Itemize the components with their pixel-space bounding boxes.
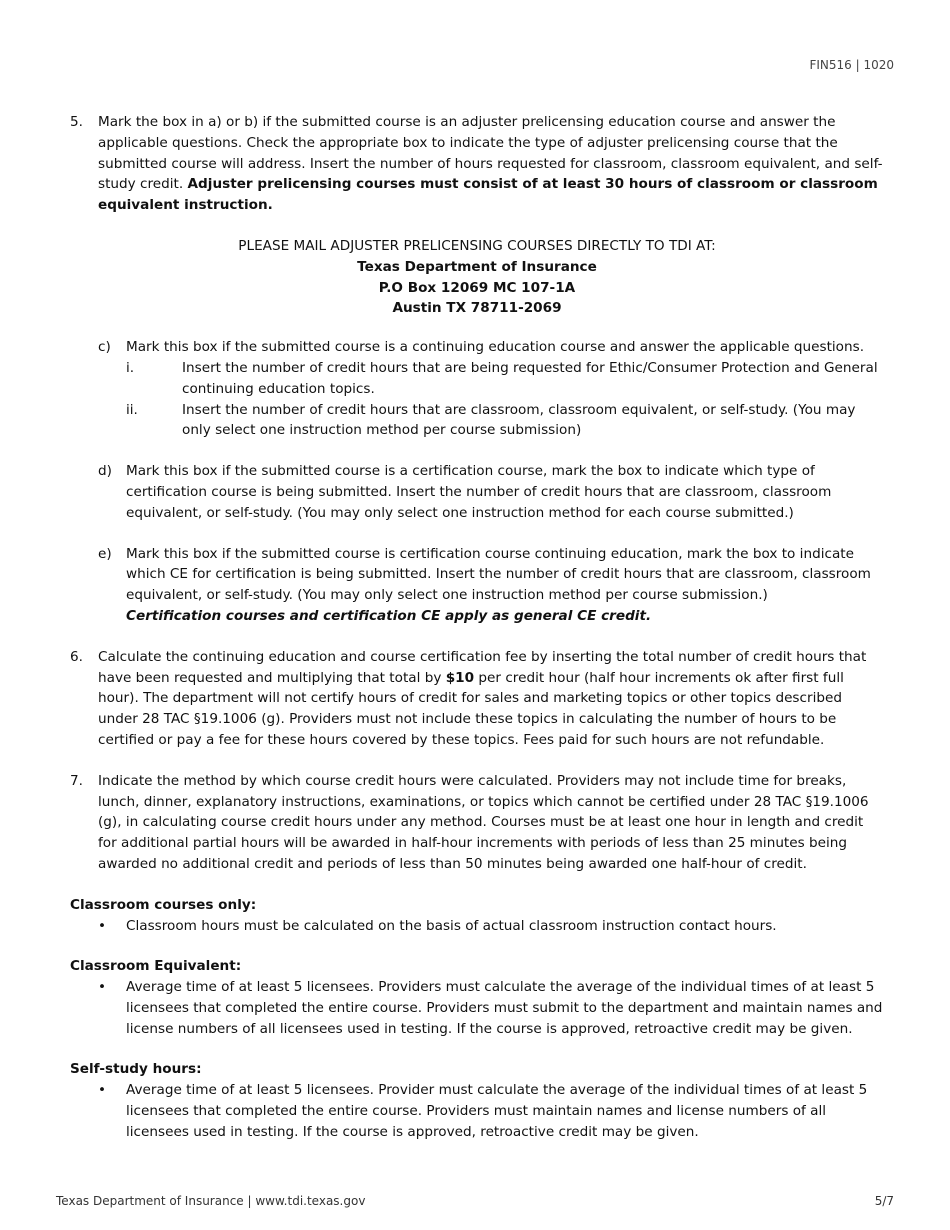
bullet-item — [98, 1080, 884, 1142]
roman-text: Insert the number of credit hours that are classroom, classroom equivalent, or self-study. (You may only select one instruction method per course submission) — [182, 401, 856, 439]
item-bold-italic-note: Certification courses and certification CE apply as general CE credit. — [126, 607, 652, 624]
roman-label: ii. — [126, 401, 138, 418]
section-heading-classroom-equivalent: Classroom Equivalent: — [70, 958, 242, 975]
roman-text: Insert the number of credit hours that are being requested for Ethic/Consumer Protection and General continuing education topics. — [182, 359, 878, 397]
item-body — [98, 112, 884, 216]
item-text-after: per credit hour (half hour increments ok after first full hour). The department will not certify hours of credit for sales and marketing topics or other topics described under 28 TAC §19.1006 (g). Providers must not include these topics in calculating the number of hours to be certified or pay a fee for these hours covered by these topics. Fees paid for such hours are not refundable. — [98, 669, 844, 748]
section-heading-self-study: Self-study hours: — [70, 1061, 202, 1078]
instruction-item-6 — [70, 647, 884, 751]
instruction-item-d — [98, 461, 884, 523]
item-text-before: Calculate the continuing education and course certification fee by inserting the total number of credit hours that have been requested and multiplying that total by — [98, 648, 867, 686]
item-body — [98, 647, 884, 751]
address-intro: PLEASE MAIL ADJUSTER PRELICENSING COURSES DIRECTLY TO TDI AT: — [238, 237, 716, 254]
item-number: 7. — [70, 772, 83, 789]
address-city: Austin TX 78711-2069 — [392, 300, 562, 317]
page-number: 5/7 — [874, 1194, 894, 1208]
bullet-text: Classroom hours must be calculated on the basis of actual classroom instruction contact hours. — [126, 917, 777, 934]
item-label: c) — [98, 339, 111, 356]
item-body — [126, 544, 884, 627]
bullet-text: Average time of at least 5 licensees. Provider must calculate the average of the individual times of at least 5 licensees that completed the entire course. Providers must maintain names and license numbers of all licensees used in testing. If the course is approved, retroactive credit may be given. — [126, 1082, 868, 1140]
bullet-icon: • — [98, 917, 107, 934]
bullet-item — [98, 977, 884, 1039]
mailing-address — [70, 236, 884, 319]
item-text: Mark the box in a) or b) if the submitted course is an adjuster prelicensing education course and answer the applicable questions. Check the appropriate box to indicate the type of adjuster prelicensing course that the submitted course will address. Insert the number of hours requested for classroom, classroom equivalent, and self-study credit. — [98, 114, 883, 193]
item-bold-text: Adjuster prelicensing courses must consist of at least 30 hours of classroom or classroom equivalent instruction. — [98, 176, 878, 214]
item-text: Mark this box if the submitted course is a continuing education course and answer the applicable questions. — [126, 339, 865, 356]
instruction-item-c — [98, 337, 884, 441]
form-id: FIN516 | 1020 — [809, 58, 894, 72]
item-number: 6. — [70, 648, 83, 665]
item-body — [126, 337, 884, 441]
bullet-icon: • — [98, 1082, 107, 1099]
item-text: Mark this box if the submitted course is a certification course, mark the box to indicate which type of certification course is being submitted. Insert the number of credit hours that are classroom, classroom equivalent, or self-study. (You may only select one instruction method for each course submitted.) — [126, 463, 832, 521]
address-name: Texas Department of Insurance — [357, 258, 597, 275]
bullet-icon: • — [98, 979, 107, 996]
bullet-item — [98, 916, 884, 937]
address-box: P.O Box 12069 MC 107-1A — [378, 279, 576, 296]
instructions-content — [70, 112, 884, 1143]
item-label: d) — [98, 463, 112, 480]
instruction-item-5 — [70, 112, 884, 216]
instruction-item-e — [98, 544, 884, 627]
roman-label: i. — [126, 359, 135, 376]
section-heading-classroom: Classroom courses only: — [70, 896, 257, 913]
instruction-item-7 — [70, 771, 884, 875]
roman-item-ii — [126, 400, 884, 442]
roman-item-i — [126, 358, 884, 400]
sub-items-list — [98, 337, 884, 627]
item-number: 5. — [70, 114, 83, 130]
item-label: e) — [98, 545, 112, 562]
footer-agency: Texas Department of Insurance | www.tdi.texas.gov — [56, 1194, 366, 1208]
fee-amount: $10 — [445, 669, 475, 686]
item-text: Indicate the method by which course credit hours were calculated. Providers may not include time for breaks, lunch, dinner, explanatory instructions, examinations, or topics which cannot be certified under 28 TAC §19.1006 (g), in calculating course credit hours under any method. Courses must be at least one hour in length and credit for additional partial hours will be awarded in half-hour increments with periods of less than 25 minutes being awarded no additional credit and periods of less than 50 minutes being awarded one half-hour of credit. — [98, 772, 869, 872]
bullet-text: Average time of at least 5 licensees. Providers must calculate the average of the individual times of at least 5 licensees that completed the entire course. Providers must submit to the department and maintain names and license numbers of all licensees used in testing. If the course is approved, retroactive credit may be given. — [126, 979, 883, 1037]
item-text: Mark this box if the submitted course is certification course continuing education, mark the box to indicate which CE for certification is being submitted. Insert the number of credit hours that are classroom, classroom equivalent, or self-study. (You may only select one instruction method per course submission.) — [126, 545, 871, 604]
